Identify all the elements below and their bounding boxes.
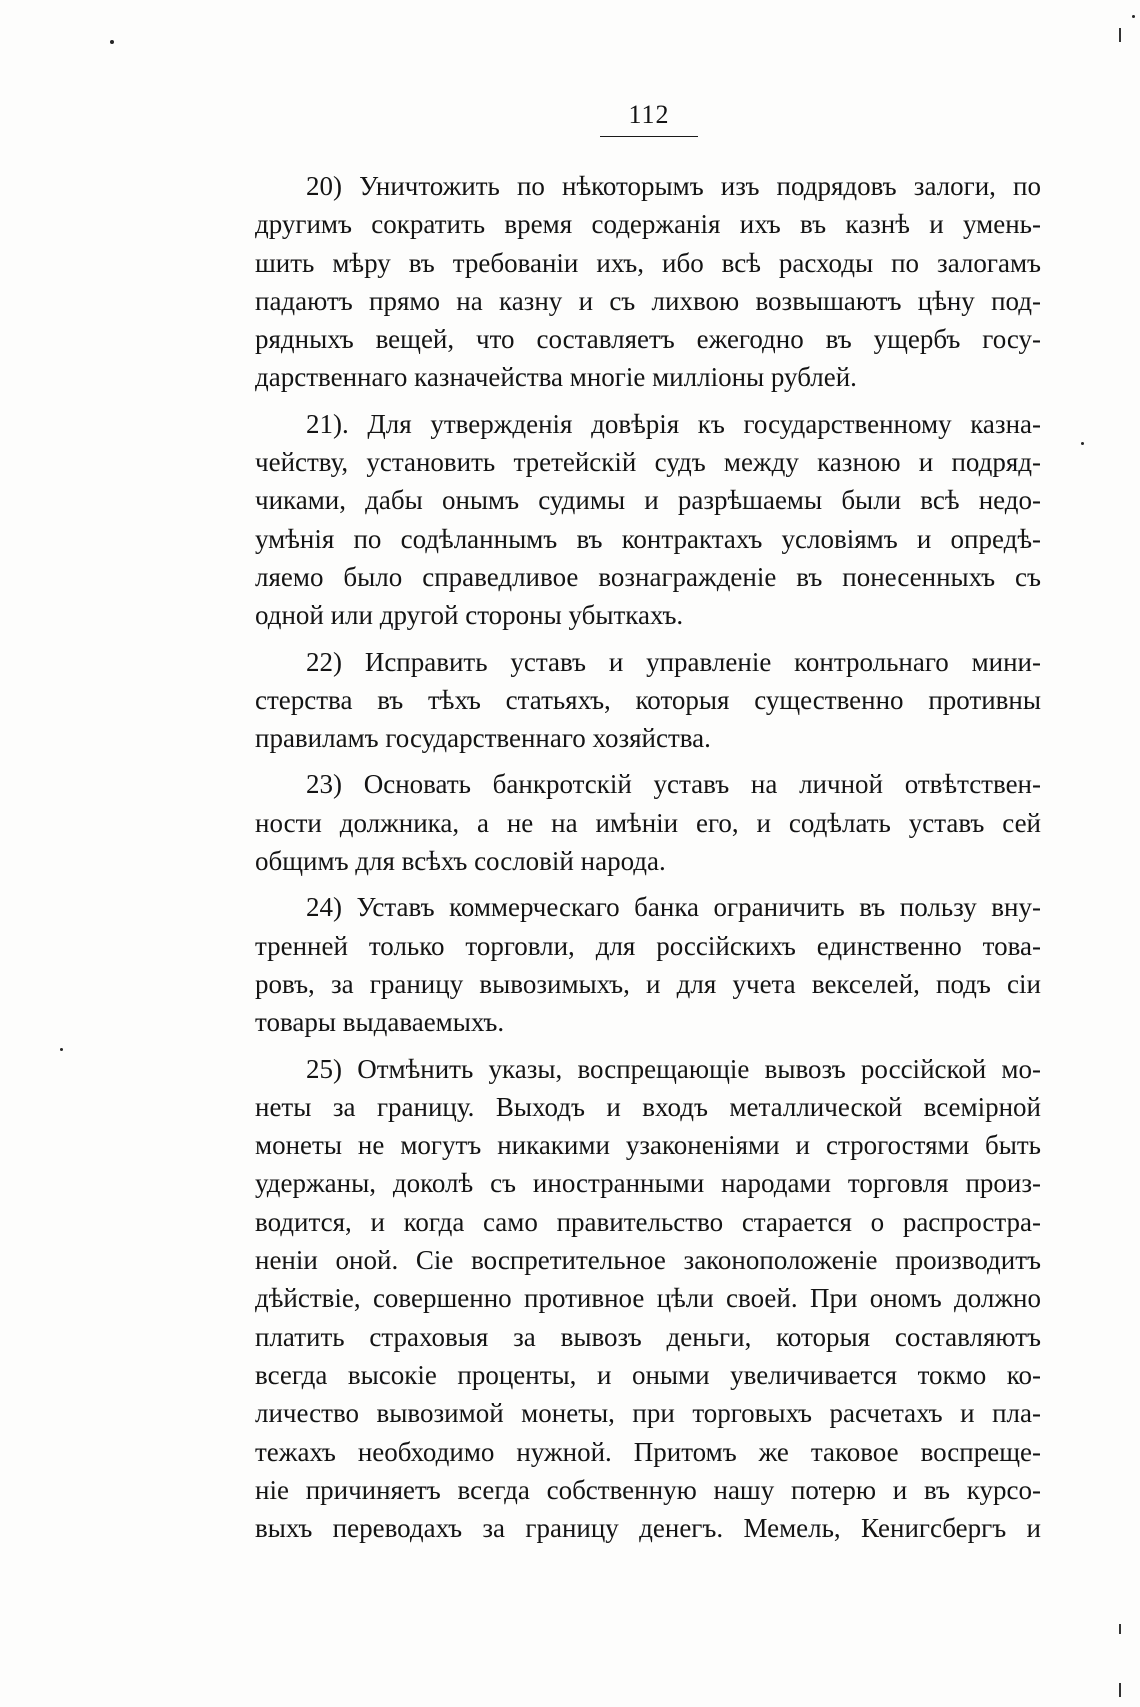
text-line: монеты не могутъ никакими узаконеніями и строгостями быть [255,1130,1041,1161]
text-line: умѣнія по содѣланнымъ въ контрактахъ условіямъ и опредѣ- [255,523,1041,554]
text-line: одной или другой стороны убыткахъ. [255,600,684,631]
text-line: товары выдаваемыхъ. [255,1007,505,1038]
text-line: удержаны, доколѣ съ иностранными народами торговля произ- [255,1168,1041,1199]
text-line: тренней только торговли, для россійскихъ единственно това- [255,930,1041,961]
text-line: шить мѣру въ требованіи ихъ, ибо всѣ расходы по залогамъ [255,247,1041,278]
text-line: ровъ, за границу вывозимыхъ, и для учета векселей, подъ сіи [255,968,1041,999]
text-line: чейству, установить третейскій судъ между казною и подряд- [255,447,1041,478]
text-line: выхъ переводахъ за границу денегъ. Мемель, Кенигсбергъ и [255,1513,1041,1544]
text-line: правиламъ государственнаго хозяйства. [255,723,711,754]
scan-edge-mark [1119,1624,1121,1634]
text-line: тежахъ необходимо нужной. Притомъ же таковое воспреще- [255,1436,1041,1467]
body-text [255,167,1041,1555]
paragraph-24 [255,888,1041,1041]
page-number-rule [600,136,698,137]
text-line: 25) Отмѣнить указы, воспрещающіе вывозъ россійской мо- [306,1053,1041,1084]
text-line: другимъ сократить время содержанія ихъ въ казнѣ и умень- [255,209,1041,240]
text-line: всегда высокіе проценты, и оными увеличивается токмо ко- [255,1359,1041,1390]
text-line: 21). Для утвержденія довѣрія къ государственному казна- [306,408,1041,439]
text-line: ніе причиняетъ всегда собственную нашу потерю и въ курсо- [255,1474,1041,1505]
paragraph-22 [255,643,1041,758]
text-line: ляемо было справедливое вознагражденіе въ понесенныхъ съ [255,561,1041,592]
text-line: чиками, дабы онымъ судимы и разрѣшаемы были всѣ недо- [255,485,1041,516]
text-line: общимъ для всѣхъ сословій народа. [255,846,666,877]
text-line: 24) Уставъ коммерческаго банка ограничить въ пользу вну- [306,892,1041,923]
text-line: ности должника, а не на имѣніи его, и содѣлать уставъ сей [255,807,1041,838]
text-line: неты за границу. Выходъ и входъ металлической всемірной [255,1091,1041,1122]
text-line: рядныхъ вещей, что составляетъ ежегодно въ ущербъ госу- [255,324,1041,355]
paragraph-20 [255,167,1041,397]
scan-speck [1081,442,1084,445]
text-line: 23) Основать банкротскій уставъ на личной отвѣтствен- [306,769,1041,800]
paragraph-23 [255,765,1041,880]
scan-speck [1132,15,1135,18]
text-line: платить страховыя за вывозъ деньги, которыя составляютъ [255,1321,1041,1352]
paragraph-25 [255,1050,1041,1548]
text-line: дѣйствіе, совершенно противное цѣли своей. При ономъ должно [255,1283,1041,1314]
text-line: 22) Исправить уставъ и управленіе контрольнаго мини- [306,646,1041,677]
text-line: стерства въ тѣхъ статьяхъ, которыя существенно противны [255,684,1041,715]
scan-speck [110,40,114,44]
scan-speck [60,1048,63,1051]
text-line: дарственнаго казначейства многіе милліоны рублей. [255,362,857,393]
text-line: падаютъ прямо на казну и съ лихвою возвышаютъ цѣну под- [255,285,1041,316]
text-line: водится, и когда само правительство старается о распростра- [255,1206,1041,1237]
text-line: неніи оной. Сіе воспретительное законоположеніе производитъ [255,1245,1041,1276]
scan-edge-mark [1119,1683,1121,1697]
scan-edge-mark [1119,28,1121,42]
paragraph-21 [255,405,1041,635]
page-number: 112 [628,100,670,129]
text-line: личество вывозимой монеты, при торговыхъ расчетахъ и пла- [255,1398,1041,1429]
text-line: 20) Уничтожить по нѣкоторымъ изъ подрядовъ залоги, по [306,171,1041,201]
